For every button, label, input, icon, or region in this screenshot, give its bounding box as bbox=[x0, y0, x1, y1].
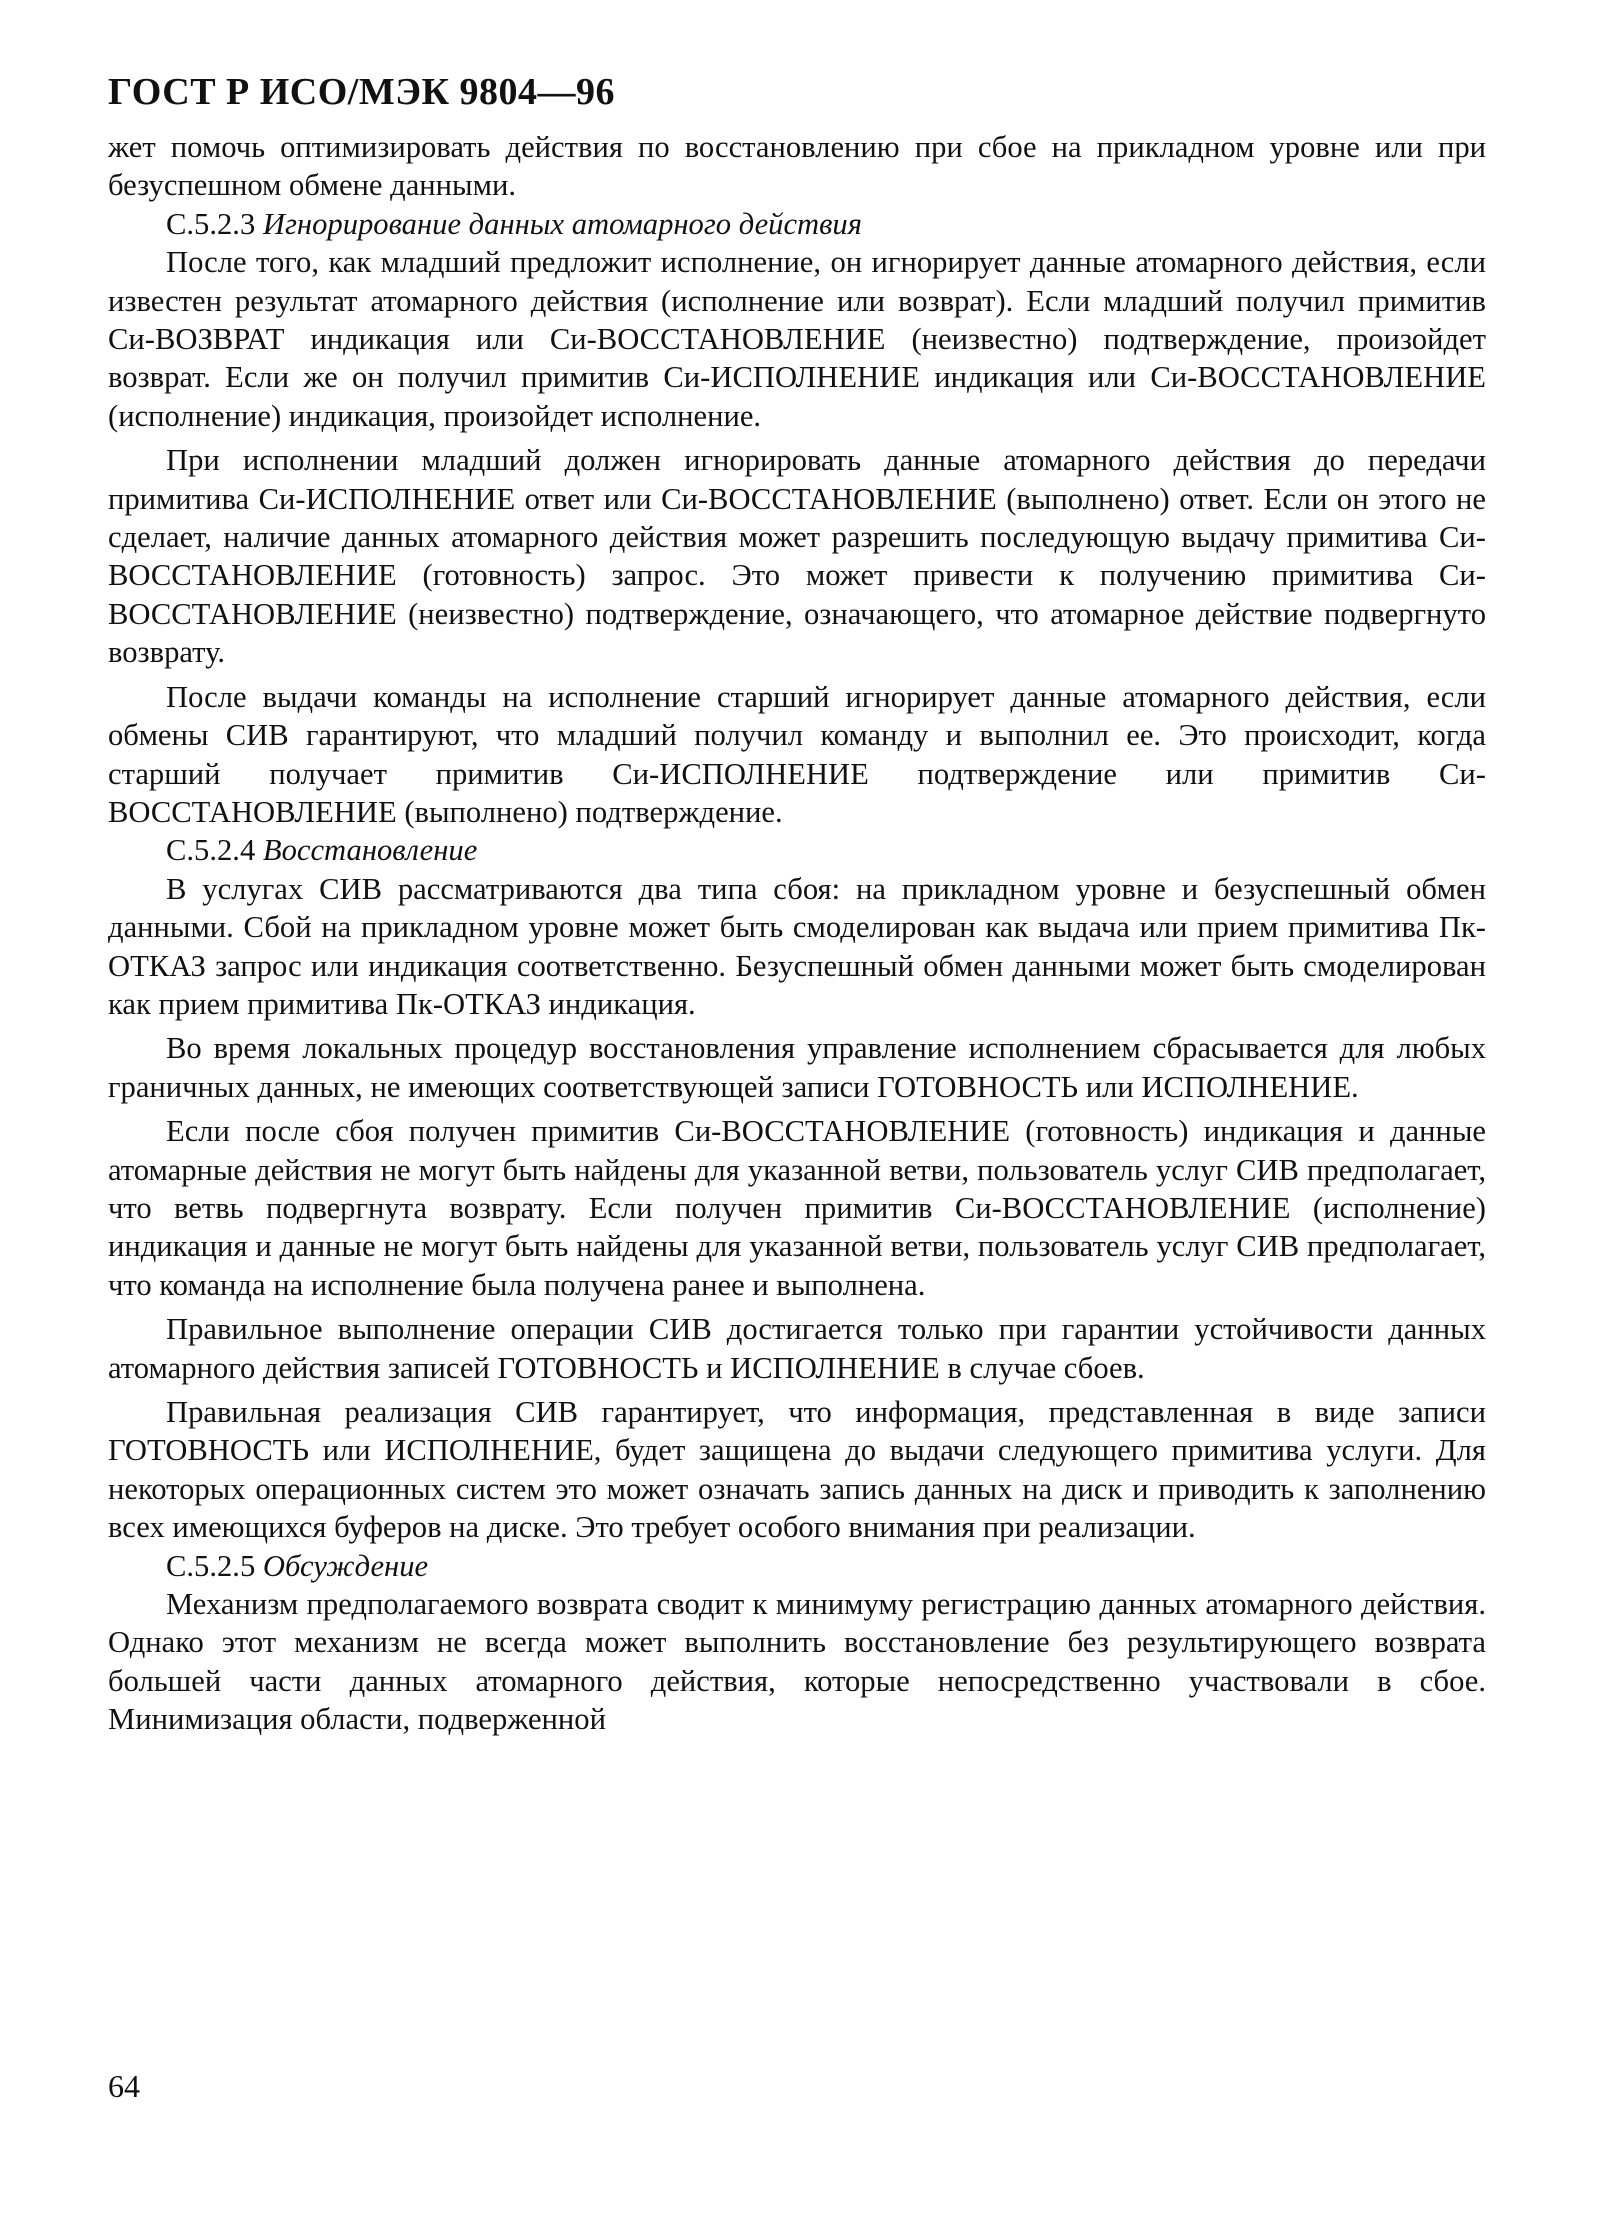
paragraph: Правильная реализация СИВ гарантирует, что информация, представленная в виде записи ГОТОВНОСТЬ или ИСПОЛНЕНИЕ, будет защищена до выдачи следующего примитива услуги. Для некоторых операционных систем это может означать запись данных на диск и приводить к заполнению всех имеющихся буферов на диске. Это требует особого внимания при реализации. bbox=[108, 1395, 1486, 1545]
document-body bbox=[108, 128, 1486, 1739]
paragraph: В услугах СИВ рассматриваются два типа сбоя: на прикладном уровне и безуспешный обмен данными. Сбой на прикладном уровне может быть смоделирован как выдача или прием примитива Пк-ОТКАЗ запрос или индикация соответственно. Безуспешный обмен данными может быть смоделирован как прием примитива Пк-ОТКАЗ индикация. bbox=[108, 871, 1486, 1021]
section-number: C.5.2.4 bbox=[166, 833, 256, 868]
section-heading bbox=[108, 1547, 1486, 1585]
section-number: C.5.2.5 bbox=[166, 1548, 256, 1583]
paragraph: После того, как младший предложит исполнение, он игнорирует данные атомарного действия, если известен результат атомарного действия (исполнение или возврат). Если младший получил примитив Си-ВОЗВРАТ индикация или Си-ВОССТАНОВЛЕНИЕ (неизвестно) подтверждение, произойдет возврат. Если же он получил примитив Си-ИСПОЛНЕНИЕ индикация или Си-ВОССТАНОВЛЕНИЕ (исполнение) индикация, произойдет исполнение. bbox=[108, 245, 1486, 433]
document-header: ГОСТ Р ИСО/МЭК 9804—96 bbox=[108, 71, 616, 113]
paragraph: Механизм предполагаемого возврата сводит к минимуму регистрацию данных атомарного действия. Однако этот механизм не всегда может выполнить восстановление без результирующего возврата большей части данных атомарного действия, которые непосредственно участвовали в сбое. Минимизация области, подверженной bbox=[108, 1587, 1486, 1737]
page-number: 64 bbox=[108, 2068, 140, 2104]
paragraph: Во время локальных процедур восстановления управление исполнением сбрасывается для любых граничных данных, не имеющих соответствующей записи ГОТОВНОСТЬ или ИСПОЛНЕНИЕ. bbox=[108, 1031, 1486, 1104]
paragraph: Правильное выполнение операции СИВ достигается только при гарантии устойчивости данных атомарного действия записей ГОТОВНОСТЬ и ИСПОЛНЕНИЕ в случае сбоев. bbox=[108, 1312, 1486, 1385]
paragraph: При исполнении младший должен игнорировать данные атомарного действия до передачи примитива Си-ИСПОЛНЕНИЕ ответ или Си-ВОССТАНОВЛЕНИЕ (выполнено) ответ. Если он этого не сделает, наличие данных атомарного действия может разрешить последующую выдачу примитива Си-ВОССТАНОВЛЕНИЕ (готовность) запрос. Это может привести к получению примитива Си-ВОССТАНОВЛЕНИЕ (неизвестно) подтверждение, означающего, что атомарное действие подвергнуто возврату. bbox=[108, 443, 1486, 670]
section-heading bbox=[108, 205, 1486, 243]
section-title: Восстановление bbox=[262, 833, 478, 868]
section-title: Игнорирование данных атомарного действия bbox=[262, 206, 862, 241]
paragraph: После выдачи команды на исполнение старший игнорирует данные атомарного действия, если обмены СИВ гарантируют, что младший получил команду и выполнил ее. Это происходит, когда старший получает примитив Си-ИСПОЛНЕНИЕ подтверждение или примитив Си-ВОССТАНОВЛЕНИЕ (выполнено) подтверждение. bbox=[108, 679, 1486, 829]
document-page bbox=[108, 70, 1486, 1739]
paragraph: жет помочь оптимизировать действия по восстановлению при сбое на прикладном уровне или при безуспешном обмене данными. bbox=[108, 130, 1486, 203]
section-heading bbox=[108, 831, 1486, 869]
paragraph: Если после сбоя получен примитив Си-ВОССТАНОВЛЕНИЕ (готовность) индикация и данные атомарные действия не могут быть найдены для указанной ветви, пользователь услуг СИВ предполагает, что ветвь подвергнута возврату. Если получен примитив Си-ВОССТАНОВЛЕНИЕ (исполнение) индикация и данные не могут быть найдены для указанной ветви, пользователь услуг СИВ предполагает, что команда на исполнение была получена ранее и выполнена. bbox=[108, 1114, 1486, 1302]
section-title: Обсуждение bbox=[262, 1548, 429, 1583]
section-number: C.5.2.3 bbox=[166, 206, 256, 241]
